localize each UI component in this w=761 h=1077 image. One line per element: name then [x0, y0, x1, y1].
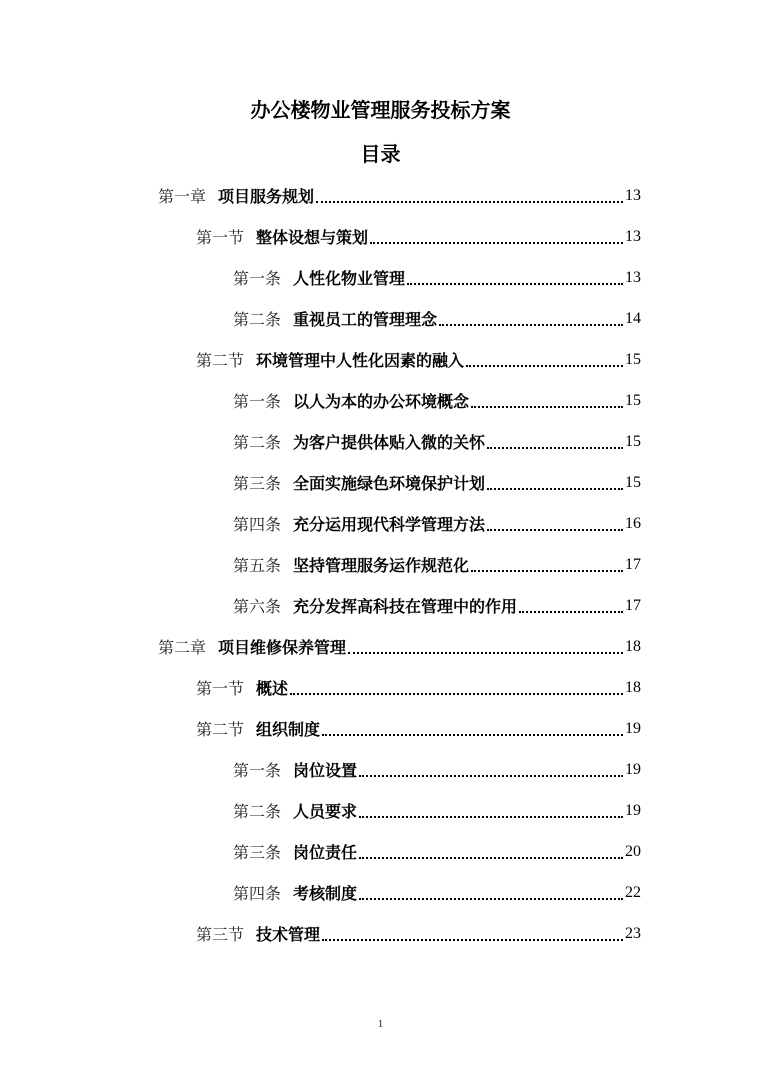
toc-entry-page: 13 — [625, 227, 641, 245]
toc-dot-leader — [487, 488, 623, 490]
toc-entry-number: 第二条 — [233, 433, 282, 452]
toc-entry-article[interactable] — [233, 585, 641, 626]
page-number: 1 — [377, 1018, 384, 1030]
toc-entry-title: 项目维修保养管理 — [218, 638, 347, 657]
toc-dot-leader — [359, 857, 623, 859]
toc-dot-leader — [290, 693, 623, 695]
toc-entry-article[interactable] — [233, 503, 641, 544]
toc-entry-title: 人性化物业管理 — [293, 269, 406, 288]
toc-entry-number: 第二节 — [196, 720, 245, 739]
toc-dot-leader — [359, 775, 623, 777]
toc-entry-page: 19 — [625, 719, 641, 737]
toc-dot-leader — [487, 529, 623, 531]
toc-entry-page: 15 — [625, 473, 641, 491]
toc-dot-leader — [359, 816, 623, 818]
toc-entry-title: 充分运用现代科学管理方法 — [293, 515, 486, 534]
toc-dot-leader — [519, 611, 623, 613]
toc-entry-chapter[interactable] — [158, 626, 641, 667]
toc-dot-leader — [439, 324, 623, 326]
toc-dot-leader — [348, 652, 623, 654]
toc-heading: 目录 — [360, 142, 401, 166]
toc-entry-title: 考核制度 — [293, 884, 358, 903]
toc-entry-article[interactable] — [233, 298, 641, 339]
toc-entry-page: 22 — [625, 883, 641, 901]
toc-dot-leader — [316, 201, 623, 203]
toc-entry-number: 第三条 — [233, 474, 282, 493]
toc-entry-page: 19 — [625, 801, 641, 819]
toc-entry-number: 第六条 — [233, 597, 282, 616]
toc-entry-title: 项目服务规划 — [218, 187, 315, 206]
toc-entry-page: 15 — [625, 350, 641, 368]
toc-dot-leader — [359, 898, 623, 900]
toc-entry-number: 第三节 — [196, 925, 245, 944]
toc-entry-number: 第三条 — [233, 843, 282, 862]
toc-entry-article[interactable] — [233, 421, 641, 462]
toc-entry-article[interactable] — [233, 872, 641, 913]
toc-entry-page: 18 — [625, 678, 641, 696]
toc-entry-page: 17 — [625, 555, 641, 573]
toc-entry-article[interactable] — [233, 257, 641, 298]
toc-entry-article[interactable] — [233, 462, 641, 503]
toc-entry-number: 第一条 — [233, 269, 282, 288]
toc-entry-number: 第二章 — [158, 638, 207, 657]
toc-entry-chapter[interactable] — [158, 175, 641, 216]
toc-entry-number: 第一条 — [233, 761, 282, 780]
toc-entry-title: 组织制度 — [256, 720, 321, 739]
toc-dot-leader — [487, 447, 623, 449]
toc-entry-number: 第一节 — [196, 679, 245, 698]
toc-entry-number: 第一章 — [158, 187, 207, 206]
toc-entry-page: 13 — [625, 268, 641, 286]
toc-entry-number: 第二条 — [233, 802, 282, 821]
toc-dot-leader — [370, 242, 623, 244]
toc-entry-page: 23 — [625, 924, 641, 942]
toc-entry-article[interactable] — [233, 790, 641, 831]
toc-entry-title: 人员要求 — [293, 802, 358, 821]
toc-dot-leader — [322, 734, 623, 736]
toc-entry-number: 第二条 — [233, 310, 282, 329]
toc-entry-article[interactable] — [233, 380, 641, 421]
toc-entry-section[interactable] — [196, 216, 641, 257]
toc-entry-number: 第四条 — [233, 884, 282, 903]
toc-entry-title: 坚持管理服务运作规范化 — [293, 556, 470, 575]
document-title: 办公楼物业管理服务投标方案 — [250, 98, 511, 122]
toc-entry-number: 第一条 — [233, 392, 282, 411]
toc-entry-title: 以人为本的办公环境概念 — [293, 392, 470, 411]
toc-entry-page: 20 — [625, 842, 641, 860]
toc-dot-leader — [466, 365, 623, 367]
toc-entry-number: 第一节 — [196, 228, 245, 247]
toc-entry-page: 13 — [625, 186, 641, 204]
toc-entry-article[interactable] — [233, 544, 641, 585]
toc-entry-title: 环境管理中人性化因素的融入 — [256, 351, 465, 370]
toc-entry-article[interactable] — [233, 831, 641, 872]
toc-entry-title: 概述 — [256, 679, 289, 698]
toc-entry-page: 16 — [625, 514, 641, 532]
toc-entry-section[interactable] — [196, 339, 641, 380]
toc-dot-leader — [407, 283, 623, 285]
toc-entry-title: 为客户提供体贴入微的关怀 — [293, 433, 486, 452]
toc-entry-number: 第四条 — [233, 515, 282, 534]
toc-entry-page: 15 — [625, 391, 641, 409]
toc-entry-section[interactable] — [196, 708, 641, 749]
toc-entry-page: 19 — [625, 760, 641, 778]
toc-entry-section[interactable] — [196, 667, 641, 708]
toc-entry-page: 15 — [625, 432, 641, 450]
toc-entry-title: 岗位设置 — [293, 761, 358, 780]
toc-entry-page: 18 — [625, 637, 641, 655]
toc-entry-title: 充分发挥高科技在管理中的作用 — [293, 597, 518, 616]
toc-entry-number: 第二节 — [196, 351, 245, 370]
toc-entry-title: 重视员工的管理理念 — [293, 310, 438, 329]
toc-dot-leader — [322, 939, 623, 941]
toc-dot-leader — [471, 570, 623, 572]
toc-entry-article[interactable] — [233, 749, 641, 790]
toc-entry-number: 第五条 — [233, 556, 282, 575]
toc-dot-leader — [471, 406, 623, 408]
toc-entry-page: 14 — [625, 309, 641, 327]
toc-entry-title: 整体设想与策划 — [256, 228, 369, 247]
toc-entry-title: 岗位责任 — [293, 843, 358, 862]
toc-entry-title: 技术管理 — [256, 925, 321, 944]
toc-entry-title: 全面实施绿色环境保护计划 — [293, 474, 486, 493]
toc-entry-section[interactable] — [196, 913, 641, 954]
toc-entry-page: 17 — [625, 596, 641, 614]
